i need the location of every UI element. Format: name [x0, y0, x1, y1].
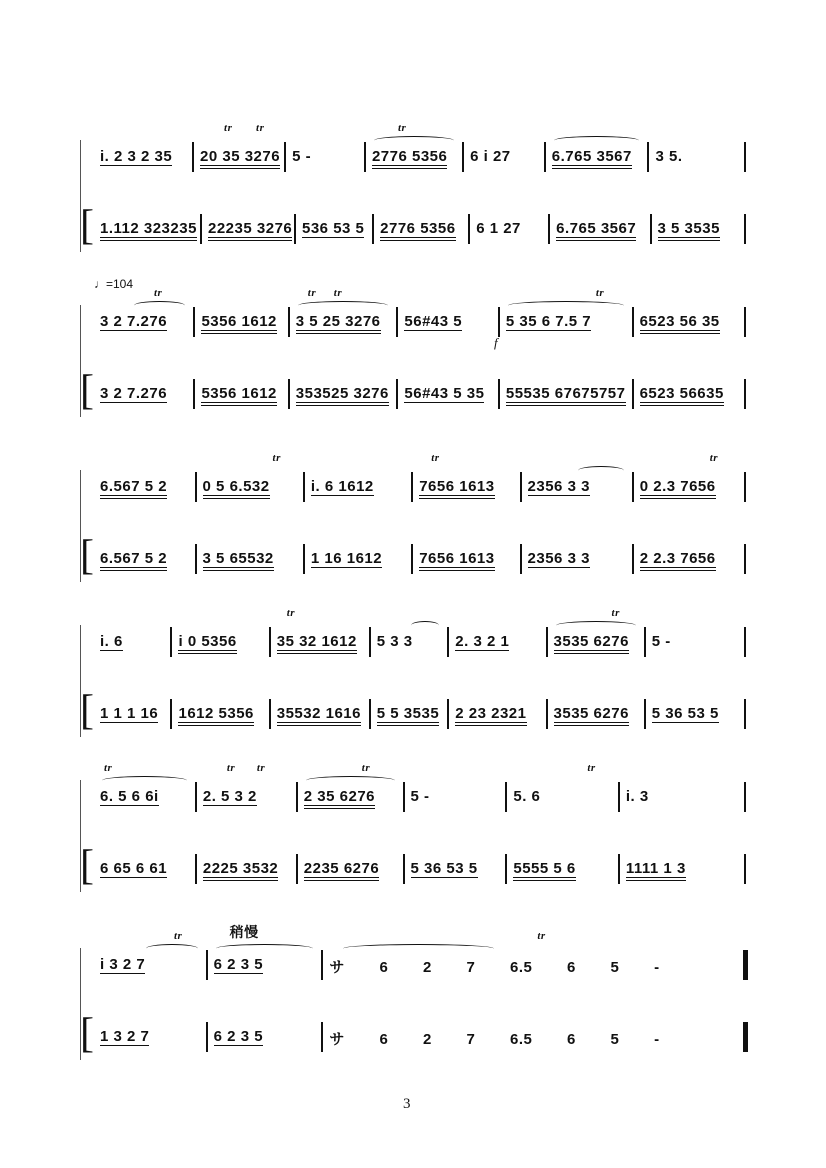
measure: tr 2 35 6276 [298, 786, 405, 814]
lower-staff [80, 368, 744, 417]
measure: 5 5 3535 [371, 703, 449, 731]
measure: 5555 5 6 [507, 858, 620, 886]
page-number: 3 [403, 1096, 411, 1112]
lower-staff [80, 533, 744, 582]
upper-staff [80, 277, 744, 350]
measure: 6.567 5 2 [94, 476, 197, 504]
measure: 稍慢 6 2 3 5 [208, 954, 324, 982]
measure: tr サ 6 2 7 6.5 6 5 - [323, 954, 744, 982]
measure: tr 7656 1613 [413, 476, 521, 504]
measure: tr 3535 6276 [548, 631, 646, 659]
measure: 56#43 5 35 [398, 383, 499, 411]
measure: 3 5. [649, 146, 744, 174]
lower-staff [80, 203, 744, 252]
staff-bracket: [ [80, 203, 94, 249]
measure: 6 i 27 [464, 146, 546, 174]
dynamic-mark: f [494, 335, 498, 350]
measure: tr 5 35 6 7.5 7 [500, 311, 634, 339]
measure: 6523 56 35 [634, 311, 744, 339]
staff-bracket: [ [80, 533, 94, 579]
measure: 6 1 27 [470, 218, 550, 246]
measure: 5356 1612 [195, 311, 289, 339]
measure: 5 36 53 5 [646, 703, 744, 731]
measure: 5356 1612 [195, 383, 289, 411]
measure: 2 23 2321 [449, 703, 547, 731]
measure: i. 6 [94, 631, 172, 659]
measure: 6523 56635 [634, 383, 744, 411]
measure: 1 3 2 7 [94, 1026, 208, 1054]
measure: 1612 5356 [172, 703, 270, 731]
tempo-mark: ♩=104 [94, 277, 134, 291]
measure: 22235 3276 [202, 218, 296, 246]
measure: 6 65 6 61 [94, 858, 197, 886]
lower-staff [80, 1011, 744, 1060]
upper-staff [80, 607, 744, 665]
measure: 2356 3 3 [522, 476, 634, 504]
measure: 3 5 3535 [652, 218, 744, 246]
measure: サ 6 2 7 6.5 6 5 - [323, 1026, 744, 1054]
measure: 56#43 5 [398, 311, 499, 339]
upper-staff [80, 122, 744, 180]
measure: 5 36 53 5 [405, 858, 508, 886]
measure: 2. 3 2 1 [449, 631, 547, 659]
staff-bracket: [ [80, 1011, 94, 1057]
measure: tr 3 2 7.276 [94, 311, 195, 339]
measure: 1111 1 3 [620, 858, 744, 886]
measure: tr 2776 5356 [366, 146, 464, 174]
measure: tr 6. 5 6 6i [94, 786, 197, 814]
measure: i 0 5356 [172, 631, 270, 659]
measure: 3 5 65532 [197, 548, 305, 576]
measure: tr 0 2.3 7656 [634, 476, 744, 504]
tempo-term: 稍慢 [229, 925, 259, 941]
measure: 6.765 3567 [546, 146, 650, 174]
measure: 3535 6276 [548, 703, 646, 731]
measure: i. 2 3 2 35 [94, 146, 194, 174]
measure: tr 0 5 6.532 [197, 476, 305, 504]
measure: i. 3 [620, 786, 744, 814]
upper-staff [80, 762, 744, 820]
measure: tr i 3 2 7 [94, 954, 208, 982]
lower-staff [80, 688, 744, 737]
staff-bracket: [ [80, 688, 94, 734]
staff-bracket: [ [80, 843, 94, 889]
measure: 6 2 3 5 [208, 1026, 324, 1054]
staff-bracket: [ [80, 368, 94, 414]
measure: tr 35 32 1612 [271, 631, 371, 659]
measure: tr tr 3 5 25 3276 [290, 311, 399, 339]
measure: 5 - [405, 786, 508, 814]
measure: 2356 3 3 [522, 548, 634, 576]
lower-staff [80, 843, 744, 892]
measure: 5 - [286, 146, 366, 174]
measure: 6.765 3567 [550, 218, 651, 246]
measure: 2 2.3 7656 [634, 548, 744, 576]
measure: 5 3 3 [371, 631, 449, 659]
measure: 353525 3276 [290, 383, 399, 411]
measure: 55535 67675757 [500, 383, 634, 411]
measure: tr tr 2. 5 3 2 [197, 786, 298, 814]
measure: i. 6 1612 [305, 476, 413, 504]
measure: 1.112 323235 [94, 218, 202, 246]
measure: 2235 6276 [298, 858, 405, 886]
upper-staff [80, 452, 744, 510]
upper-staff [80, 925, 744, 988]
measure: 2776 5356 [374, 218, 470, 246]
measure: 2225 3532 [197, 858, 298, 886]
measure: 1 1 1 16 [94, 703, 172, 731]
measure: 1 16 1612 [305, 548, 413, 576]
measure: 536 53 5 [296, 218, 374, 246]
measure: 6.567 5 2 [94, 548, 197, 576]
measure: 35532 1616 [271, 703, 371, 731]
measure: 5 - [646, 631, 744, 659]
measure: 7656 1613 [413, 548, 521, 576]
measure: tr 5. 6 [507, 786, 620, 814]
measure: tr tr 20 35 3276 [194, 146, 286, 174]
measure: 3 2 7.276 [94, 383, 195, 411]
